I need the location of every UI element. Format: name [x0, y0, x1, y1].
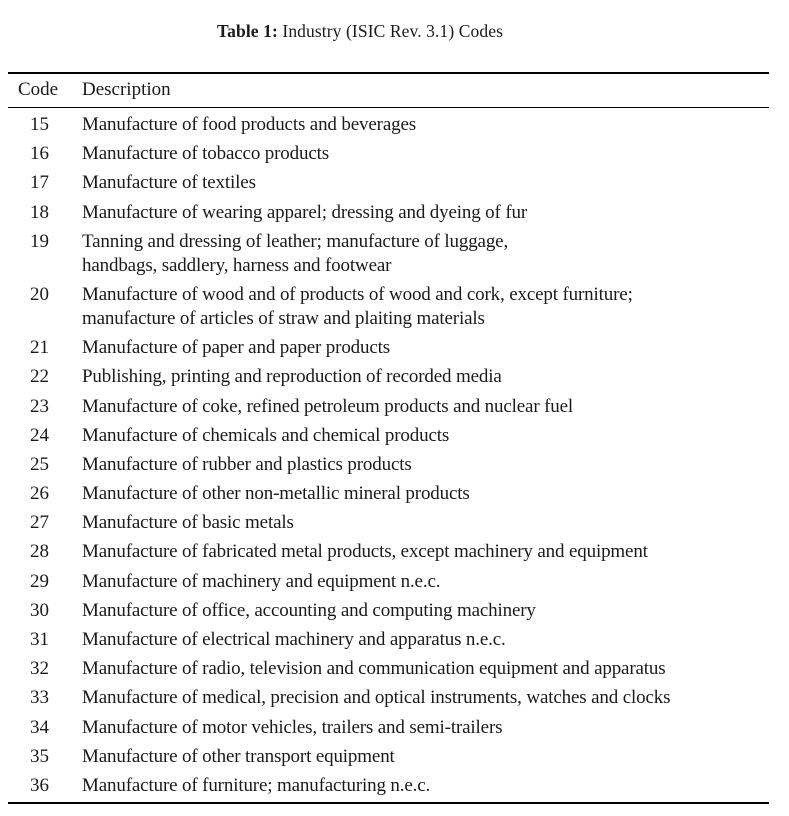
row-code: 25: [30, 453, 49, 475]
row-description: Manufacture of electrical machinery and apparatus n.e.c.: [82, 629, 506, 650]
table-body: [0, 113, 789, 803]
table-row: [0, 686, 789, 710]
row-description: Manufacture of basic metals: [82, 512, 294, 534]
table-row: [0, 424, 789, 448]
table-row: [0, 171, 789, 195]
row-description: Manufacture of other transport equipment: [82, 745, 395, 767]
row-code: 28: [30, 541, 49, 563]
row-description: Manufacture of coke, refined petroleum products and nuclear fuel: [82, 395, 574, 417]
table-row: [0, 365, 789, 389]
row-description: Manufacture of motor vehicles, trailers and semi-trailers: [82, 716, 503, 738]
row-description: Manufacture of textiles: [82, 172, 256, 194]
table-row: [0, 283, 789, 331]
row-code: 17: [30, 172, 49, 194]
table-row: [0, 511, 789, 535]
row-code: 33: [30, 687, 49, 709]
row-description: Manufacture of wood and of products of wood and cork, except furniture; manufacture of articles of straw and plaiting materials: [82, 283, 633, 329]
row-description: Manufacture of chemicals and chemical products: [82, 424, 450, 446]
caption-label: Table 1:: [216, 21, 278, 41]
table-caption: [0, 21, 720, 42]
row-code: 35: [30, 745, 49, 767]
row-code: 31: [30, 629, 49, 650]
caption-title: Industry (ISIC Rev. 3.1) Codes: [282, 21, 504, 41]
row-code: 26: [30, 483, 49, 505]
table-row: [0, 657, 789, 681]
table-row: [0, 482, 789, 506]
row-code: 15: [30, 114, 49, 135]
table-row: [0, 570, 789, 594]
row-description: Manufacture of furniture; manufacturing n.e.c.: [82, 774, 431, 796]
row-code: 30: [30, 599, 49, 621]
table-row: [0, 745, 789, 769]
row-code: 24: [30, 424, 49, 446]
row-description: Manufacture of paper and paper products: [82, 337, 391, 359]
row-description: Manufacture of wearing apparel; dressing and dyeing of fur: [82, 201, 528, 223]
table-header-rule: [8, 107, 769, 108]
row-description: Publishing, printing and reproduction of recorded media: [82, 366, 502, 388]
row-code: 32: [30, 658, 49, 680]
row-code: 20: [30, 283, 49, 305]
table-row: [0, 540, 789, 564]
table-row: [0, 395, 789, 419]
row-code: 36: [30, 774, 49, 796]
table-row: [0, 453, 789, 477]
row-description: Manufacture of radio, television and communication equipment and apparatus: [82, 658, 666, 680]
row-code: 19: [30, 230, 49, 252]
row-description: Tanning and dressing of leather; manufacture of luggage, handbags, saddlery, harness and footwear: [82, 230, 509, 276]
row-description: Manufacture of machinery and equipment n.e.c.: [82, 570, 441, 592]
row-description: Manufacture of rubber and plastics products: [82, 453, 412, 475]
table-header: [0, 79, 789, 103]
column-header-description: Description: [82, 79, 171, 100]
row-code: 18: [30, 201, 49, 223]
row-description: Manufacture of medical, precision and optical instruments, watches and clocks: [82, 687, 671, 709]
row-code: 16: [30, 143, 49, 165]
row-code: 23: [30, 395, 49, 417]
table-row: [0, 628, 789, 652]
table-top-rule: [8, 72, 769, 74]
table-row: [0, 599, 789, 623]
row-code: 21: [30, 337, 49, 359]
row-code: 22: [30, 366, 49, 388]
row-description: Manufacture of food products and beverages: [82, 114, 416, 135]
table-row: [0, 716, 789, 740]
row-description: Manufacture of tobacco products: [82, 143, 329, 165]
table-row: [0, 142, 789, 166]
row-description: Manufacture of other non-metallic mineral products: [82, 483, 470, 505]
row-code: 29: [30, 570, 49, 592]
table-row: [0, 230, 789, 278]
table-row: [0, 113, 789, 137]
row-description: Manufacture of office, accounting and computing machinery: [82, 599, 536, 621]
table-row: [0, 201, 789, 225]
row-code: 27: [30, 512, 49, 534]
row-description: Manufacture of fabricated metal products, except machinery and equipment: [82, 541, 648, 563]
table-bottom-rule: [8, 802, 769, 804]
column-header-code: Code: [18, 79, 59, 100]
table-row: [0, 774, 789, 798]
row-code: 34: [30, 716, 49, 738]
table-row: [0, 336, 789, 360]
